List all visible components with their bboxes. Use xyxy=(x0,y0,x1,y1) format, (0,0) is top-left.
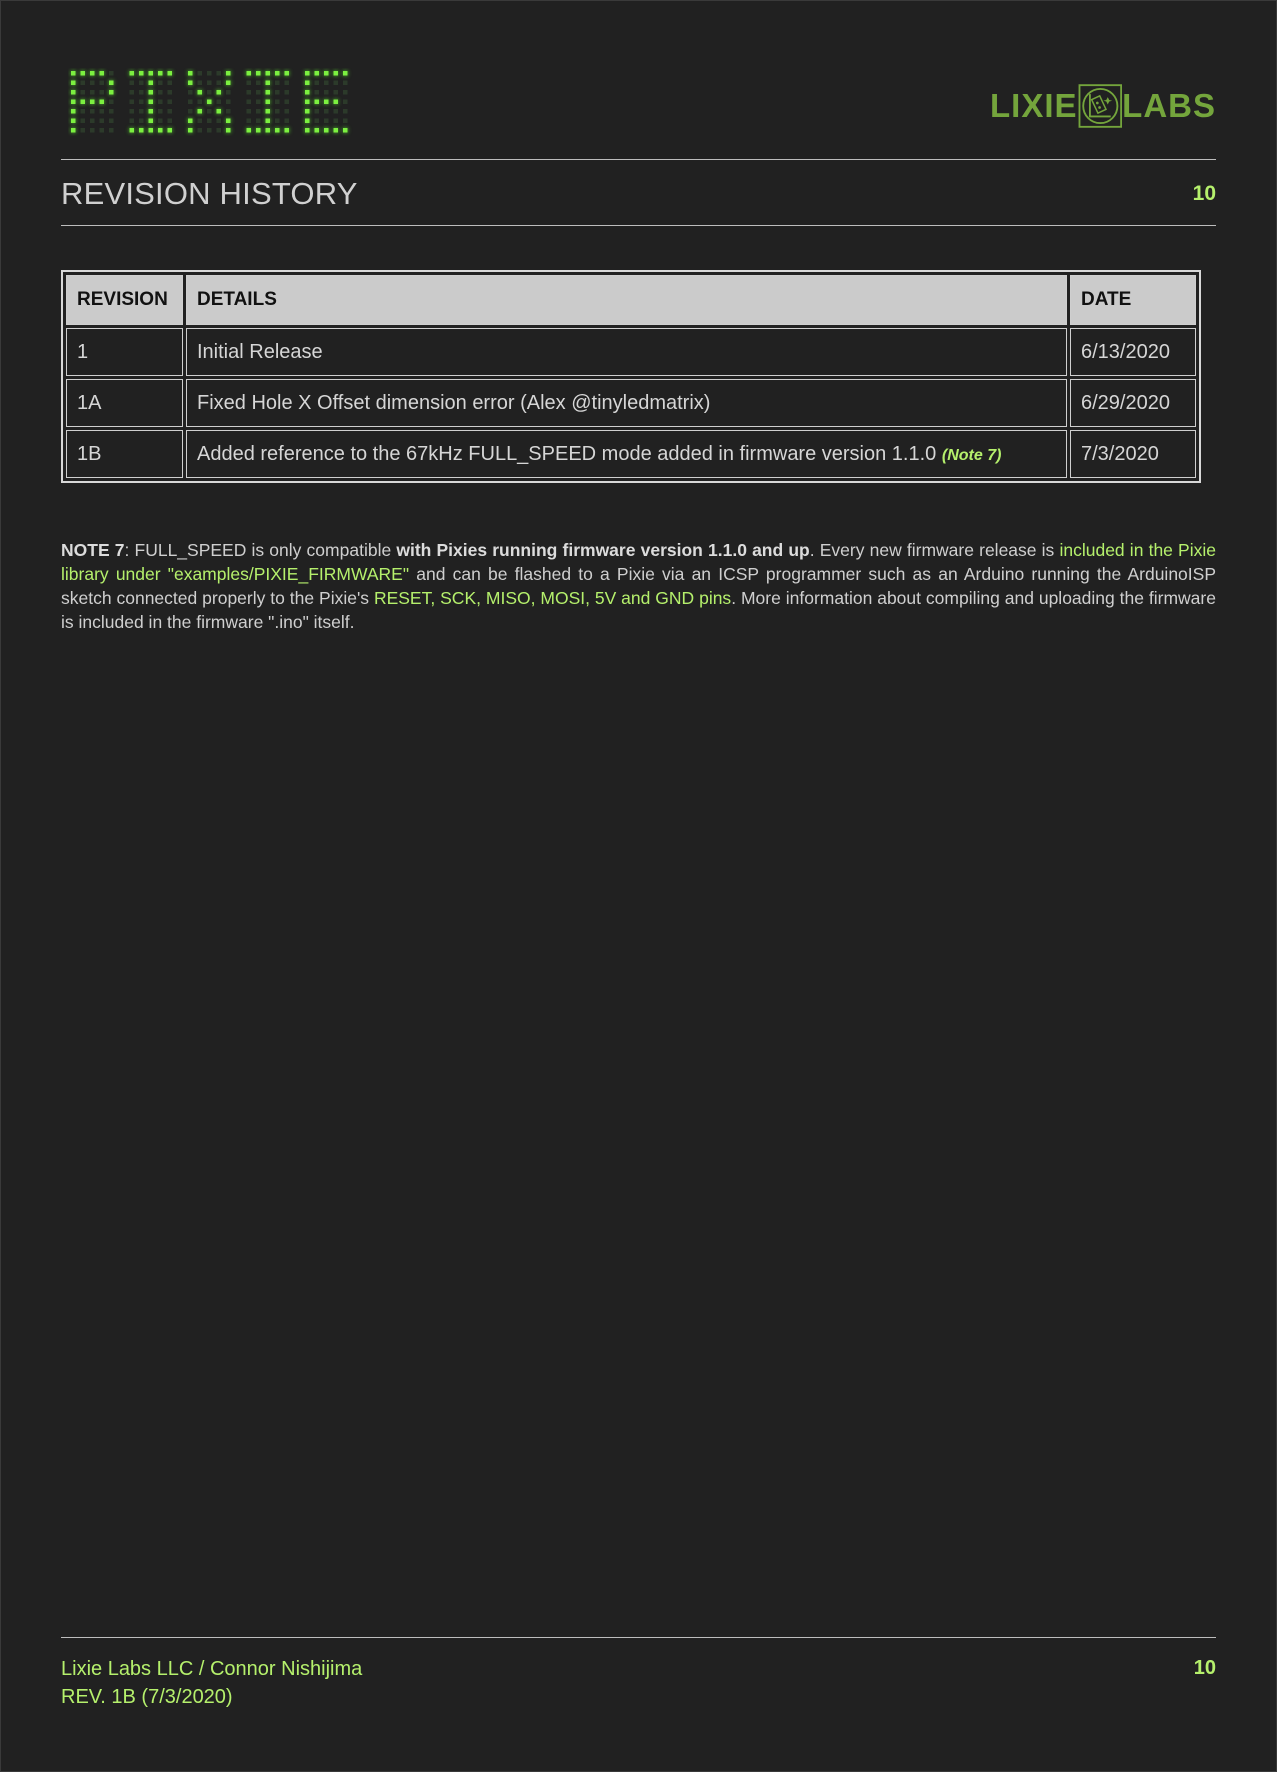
pixie-logo-dot-off xyxy=(100,128,105,133)
pixie-logo-dot-on xyxy=(247,71,252,76)
pixie-logo-dot-on xyxy=(305,90,310,95)
header-rule xyxy=(61,159,1216,160)
note-text-2: . Every new firmware release is xyxy=(809,539,1060,560)
pixie-logo-dot-off xyxy=(81,128,86,133)
pixie-logo-dot-off xyxy=(226,109,231,114)
table-row xyxy=(66,430,1196,478)
pixie-logo-dot-on xyxy=(149,71,154,76)
pixie-logo-dot-on xyxy=(81,71,86,76)
pixie-logo-dot-off xyxy=(324,109,329,114)
lixie-labs-logo-icon xyxy=(1078,76,1123,136)
pixie-logo-dot-on xyxy=(168,128,173,133)
pixie-logo-dot-off xyxy=(334,81,339,86)
pixie-logo-dot-on xyxy=(188,71,193,76)
pixie-logo-dot-on xyxy=(139,128,144,133)
pixie-logo-dot-off xyxy=(247,100,252,105)
pixie-logo-dot-on xyxy=(139,71,144,76)
pixie-logo-dot-on xyxy=(315,128,320,133)
pixie-logo-dot-off xyxy=(315,109,320,114)
details-text: Added reference to the 67kHz FULL_SPEED mode added in firmware version 1.1.0 xyxy=(197,442,937,465)
cell-details: Fixed Hole X Offset dimension error (Alex @tinyledmatrix) xyxy=(186,379,1067,427)
pixie-logo-dot-on xyxy=(149,128,154,133)
note-text-1: : FULL_SPEED is only compatible xyxy=(124,539,397,560)
pixie-logo-dot-off xyxy=(285,81,290,86)
pixie-logo-dot-on xyxy=(149,100,154,105)
note-text-3: and can be flashed to a Pixie via an ICSP programmer such as an Arduino running the ArduinoISP sketch connected properly to the Pixie's xyxy=(61,563,1216,608)
pixie-logo-dot-on xyxy=(256,71,261,76)
note-highlight-1: included in the Pixie library under "examples/PIXIE_FIRMWARE" xyxy=(61,539,1216,584)
pixie-logo-dot-on xyxy=(285,71,290,76)
pixie-logo-dot-on xyxy=(158,71,163,76)
pixie-logo-dot-on xyxy=(149,119,154,124)
pixie-logo-dot-on xyxy=(334,71,339,76)
pixie-logo xyxy=(68,68,354,136)
revision-table xyxy=(61,270,1201,483)
pixie-logo-dot-off xyxy=(100,119,105,124)
pixie-logo-dot-off xyxy=(139,119,144,124)
pixie-logo-dot-on xyxy=(256,128,261,133)
pixie-logo-dot-off xyxy=(139,109,144,114)
pixie-logo-dot-off xyxy=(315,81,320,86)
pixie-logo-dot-off xyxy=(158,119,163,124)
pixie-logo-dot-off xyxy=(158,109,163,114)
page-number-bottom: 10 xyxy=(1193,1657,1216,1679)
pixie-logo-dot-off xyxy=(168,81,173,86)
pixie-logo-dot-off xyxy=(343,100,348,105)
pixie-logo-dot-off xyxy=(256,90,261,95)
pixie-logo-dot-on xyxy=(266,128,271,133)
pixie-logo-dot-on xyxy=(130,71,135,76)
pixie-logo-dot-off xyxy=(256,100,261,105)
pixie-logo-dot-off xyxy=(217,71,222,76)
title-rule xyxy=(61,225,1216,226)
pixie-logo-dot-on xyxy=(188,81,193,86)
pixie-logo-dot-off xyxy=(324,119,329,124)
pixie-logo-dot-off xyxy=(81,81,86,86)
pixie-logo-dot-on xyxy=(71,71,76,76)
pixie-logo-dot-off xyxy=(130,119,135,124)
pixie-logo-dot-off xyxy=(226,100,231,105)
note-text-4: . More information about compiling and uploading the firmware is included in the firmware ".ino" itself. xyxy=(61,587,1216,632)
pixie-logo-dot-off xyxy=(343,109,348,114)
pixie-logo-dot-off xyxy=(217,81,222,86)
pixie-logo-dot-off xyxy=(275,90,280,95)
pixie-logo-dot-on xyxy=(100,71,105,76)
pixie-logo-dot-on xyxy=(266,109,271,114)
pixie-logo-dot-off xyxy=(109,71,114,76)
pixie-logo-dot-on xyxy=(305,128,310,133)
pixie-logo-dot-off xyxy=(285,100,290,105)
pixie-logo-dot-off xyxy=(256,119,261,124)
pixie-logo-dot-off xyxy=(90,119,95,124)
pixie-logo-dot-on xyxy=(90,71,95,76)
pixie-logo-dot-off xyxy=(247,119,252,124)
pixie-logo-dot-on xyxy=(266,100,271,105)
pixie-logo-dot-off xyxy=(285,90,290,95)
pixie-logo-dot-off xyxy=(139,100,144,105)
pixie-logo-dot-on xyxy=(226,81,231,86)
footer-credits xyxy=(61,1655,362,1711)
pixie-logo-dot-on xyxy=(305,109,310,114)
lixie-labs-logo xyxy=(990,74,1216,138)
pixie-logo-dot-off xyxy=(275,81,280,86)
pixie-logo-dot-on xyxy=(109,90,114,95)
note-7-paragraph xyxy=(61,538,1216,634)
pixie-logo-dot-off xyxy=(285,119,290,124)
pixie-logo-dot-off xyxy=(90,109,95,114)
table-row xyxy=(66,328,1196,376)
pixie-logo-dot-on xyxy=(207,100,212,105)
header-details: DETAILS xyxy=(186,275,1067,325)
header-date: DATE xyxy=(1070,275,1196,325)
pixie-logo-dot-off xyxy=(226,90,231,95)
pixie-logo-dot-off xyxy=(207,90,212,95)
pixie-logo-dot-on xyxy=(71,109,76,114)
pixie-logo-dot-off xyxy=(207,128,212,133)
pixie-logo-dot-off xyxy=(217,100,222,105)
pixie-logo-dot-off xyxy=(198,81,203,86)
pixie-logo-dot-off xyxy=(188,100,193,105)
pixie-logo-dot-off xyxy=(109,109,114,114)
pixie-logo-dot-on xyxy=(226,128,231,133)
brand-left-text: LIXIE xyxy=(990,87,1078,124)
pixie-logo-dot-on xyxy=(324,100,329,105)
pixie-logo-dot-off xyxy=(168,100,173,105)
pixie-logo-dot-off xyxy=(168,109,173,114)
pixie-logo-dot-on xyxy=(100,100,105,105)
pixie-logo-dot-on xyxy=(217,90,222,95)
pixie-logo-dot-off xyxy=(90,81,95,86)
pixie-logo-dot-on xyxy=(71,81,76,86)
pixie-logo-dot-off xyxy=(81,109,86,114)
cell-date: 7/3/2020 xyxy=(1070,430,1196,478)
pixie-logo-dot-off xyxy=(158,81,163,86)
pixie-logo-dot-on xyxy=(247,128,252,133)
cell-date: 6/29/2020 xyxy=(1070,379,1196,427)
pixie-logo-dot-on xyxy=(324,128,329,133)
pixie-logo-dot-off xyxy=(188,109,193,114)
pixie-logo-dot-off xyxy=(90,128,95,133)
pixie-logo-dot-off xyxy=(334,90,339,95)
pixie-logo-dot-on xyxy=(334,100,339,105)
pixie-logo-dot-off xyxy=(198,71,203,76)
pixie-logo-dot-off xyxy=(285,109,290,114)
pixie-logo-dot-on xyxy=(198,109,203,114)
pixie-logo-dot-on xyxy=(109,81,114,86)
pixie-logo-dot-on xyxy=(305,119,310,124)
pixie-logo-dot-on xyxy=(149,81,154,86)
pixie-logo-dot-on xyxy=(305,81,310,86)
pixie-logo-dot-off xyxy=(139,81,144,86)
pixie-logo-dot-off xyxy=(343,81,348,86)
pixie-logo-dot-off xyxy=(81,90,86,95)
cell-details xyxy=(186,430,1067,478)
pixie-logo-dot-on xyxy=(81,100,86,105)
pixie-logo-dot-off xyxy=(247,90,252,95)
pixie-logo-dot-on xyxy=(343,128,348,133)
pixie-logo-dot-on xyxy=(275,71,280,76)
pixie-logo-dot-off xyxy=(207,81,212,86)
brand-right-text: LABS xyxy=(1122,87,1216,124)
pixie-logo-dot-on xyxy=(188,119,193,124)
header-revision: REVISION xyxy=(66,275,183,325)
pixie-logo-dot-off xyxy=(207,109,212,114)
pixie-logo-dot-off xyxy=(158,100,163,105)
pixie-logo-dot-on xyxy=(188,128,193,133)
pixie-logo-dot-off xyxy=(198,128,203,133)
page-number-top: 10 xyxy=(1192,182,1216,205)
pixie-logo-dot-off xyxy=(334,119,339,124)
pixie-logo-dot-on xyxy=(266,90,271,95)
pixie-logo-dot-on xyxy=(315,71,320,76)
pixie-logo-dot-off xyxy=(324,81,329,86)
note-bold-1: with Pixies running firmware version 1.1.0 and up xyxy=(396,539,810,560)
footer-revision: REV. 1B (7/3/2020) xyxy=(61,1686,233,1708)
pixie-logo-dot-on xyxy=(158,128,163,133)
pixie-logo-dot-on xyxy=(217,109,222,114)
pixie-logo-dot-on xyxy=(149,90,154,95)
pixie-logo-dot-off xyxy=(109,119,114,124)
note-highlight-2: RESET, SCK, MISO, MOSI, 5V and GND pins xyxy=(373,587,732,608)
pixie-logo-dot-off xyxy=(217,119,222,124)
pixie-logo-dot-on xyxy=(285,128,290,133)
pixie-logo-dot-off xyxy=(158,90,163,95)
cell-revision: 1A xyxy=(66,379,183,427)
cell-details: Initial Release xyxy=(186,328,1067,376)
pixie-logo-dot-off xyxy=(256,81,261,86)
pixie-logo-dot-off xyxy=(315,90,320,95)
pixie-logo-dot-off xyxy=(207,71,212,76)
footer-company: Lixie Labs LLC / Connor Nishijima xyxy=(61,1658,363,1680)
pixie-logo-dot-on xyxy=(71,119,76,124)
pixie-logo-dot-on xyxy=(149,109,154,114)
pixie-logo-dot-on xyxy=(324,71,329,76)
pixie-logo-dot-off xyxy=(130,109,135,114)
pixie-logo-dot-on xyxy=(315,100,320,105)
pixie-logo-dot-on xyxy=(275,128,280,133)
pixie-logo-dot-off xyxy=(130,100,135,105)
pixie-logo-dot-off xyxy=(217,128,222,133)
pixie-logo-dot-off xyxy=(109,100,114,105)
pixie-logo-dot-off xyxy=(100,109,105,114)
pixie-logo-dot-off xyxy=(109,128,114,133)
pixie-logo-dot-off xyxy=(100,90,105,95)
cell-revision: 1B xyxy=(66,430,183,478)
pixie-logo-dot-on xyxy=(168,71,173,76)
pixie-logo-dot-on xyxy=(305,71,310,76)
pixie-logo-dot-off xyxy=(247,109,252,114)
pixie-logo-dot-on xyxy=(266,81,271,86)
note-label: NOTE 7 xyxy=(61,539,125,560)
pixie-logo-dot-on xyxy=(226,119,231,124)
footer-rule xyxy=(61,1637,1216,1638)
pixie-logo-dot-off xyxy=(168,90,173,95)
pixie-logo-dot-off xyxy=(198,100,203,105)
pixie-logo-dot-off xyxy=(275,100,280,105)
pixie-logo-dot-off xyxy=(130,81,135,86)
section-title: REVISION HISTORY xyxy=(61,176,358,211)
pixie-logo-dot-on xyxy=(334,128,339,133)
pixie-logo-dot-on xyxy=(130,128,135,133)
pixie-logo-dot-off xyxy=(256,109,261,114)
pixie-logo-dot-off xyxy=(90,90,95,95)
table-header-row xyxy=(66,275,1196,325)
pixie-logo-dot-on xyxy=(71,128,76,133)
pixie-logo-dot-off xyxy=(324,90,329,95)
pixie-logo-dot-on xyxy=(71,90,76,95)
pixie-logo-dot-off xyxy=(207,119,212,124)
note-reference: (Note 7) xyxy=(941,446,1002,464)
pixie-logo-dot-off xyxy=(198,119,203,124)
pixie-logo-dot-off xyxy=(247,81,252,86)
pixie-logo-dot-on xyxy=(198,90,203,95)
pixie-logo-dot-off xyxy=(168,119,173,124)
pixie-logo-dot-off xyxy=(343,119,348,124)
pixie-logo-dot-off xyxy=(81,119,86,124)
pixie-logo-dot-off xyxy=(139,90,144,95)
pixie-logo-dot-off xyxy=(343,90,348,95)
pixie-logo-dot-off xyxy=(315,119,320,124)
pixie-logo-dot-off xyxy=(188,90,193,95)
pixie-logo-dot-on xyxy=(226,71,231,76)
pixie-logo-dot-on xyxy=(343,71,348,76)
pixie-logo-dot-off xyxy=(334,109,339,114)
cell-date: 6/13/2020 xyxy=(1070,328,1196,376)
cell-revision: 1 xyxy=(66,328,183,376)
pixie-logo-dot-off xyxy=(275,119,280,124)
pixie-logo-dot-off xyxy=(130,90,135,95)
pixie-logo-dot-off xyxy=(275,109,280,114)
pixie-logo-dot-off xyxy=(100,81,105,86)
pixie-logo-dot-on xyxy=(266,71,271,76)
table-row xyxy=(66,379,1196,427)
pixie-logo-dot-on xyxy=(266,119,271,124)
pixie-logo-dot-on xyxy=(305,100,310,105)
pixie-logo-dot-on xyxy=(90,100,95,105)
pixie-logo-dot-on xyxy=(71,100,76,105)
